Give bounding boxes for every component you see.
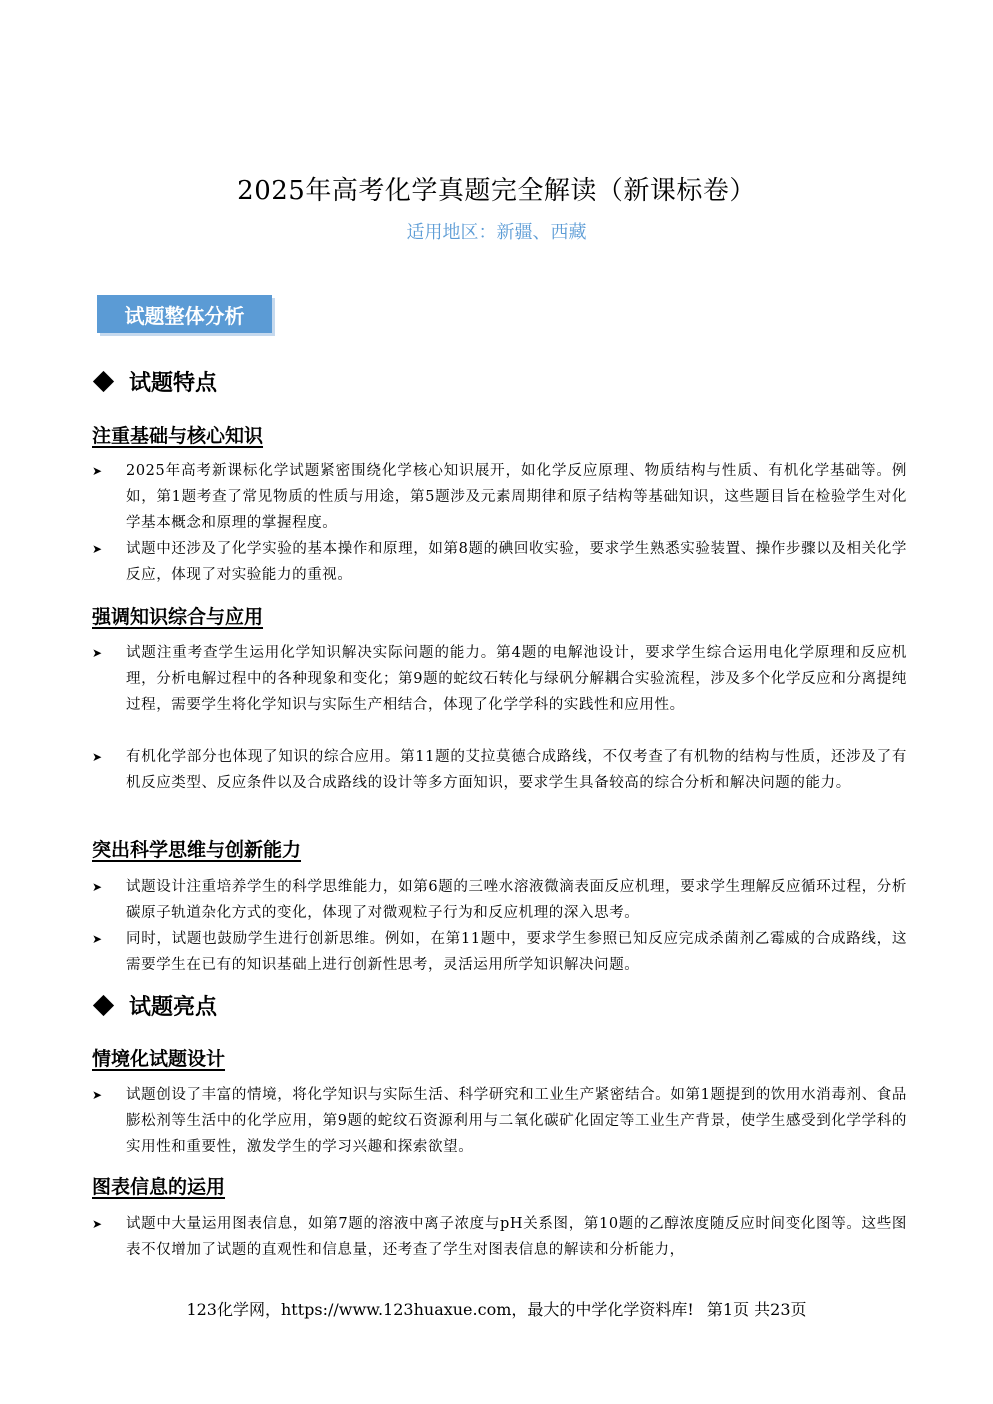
heading-highlights-label: 试题亮点: [129, 994, 218, 1020]
list-item-text: 2025年高考新课标化学试题紧密围绕化学核心知识展开，如化学反应原理、物质结构与性质、有机化学基础等。例如，第1题考查了常见物质的性质与用途，第5题涉及元素周期律和原子结构等基础知识，这些题目旨在检验学生对化学基本概念和原理的掌握程度。: [126, 463, 907, 531]
subheading-application: 强调知识综合与应用: [92, 606, 264, 628]
footer-site: 123化学网，https://www.123huaxue.com，最大的中学化学资料库!: [186, 1300, 694, 1319]
footer-page-number: 第1页 共23页: [706, 1300, 807, 1319]
list-item: [92, 1082, 907, 1160]
diamond-bullet-icon: [93, 371, 114, 392]
list-item: [92, 926, 907, 978]
arrow-bullet-icon: ➤: [92, 1088, 103, 1102]
list-item-text: 试题设计注重培养学生的科学思维能力，如第6题的三唑水溶液微滴表面反应机理，要求学生理解反应循环过程，分析碳原子轨道杂化方式的变化，体现了对微观粒子行为和反应机理的深入思考。: [126, 879, 907, 921]
subheading-charts: 图表信息的运用: [92, 1176, 226, 1198]
list-item: [92, 874, 907, 926]
document-title: 2025年高考化学真题完全解读（新课标卷）: [237, 176, 756, 206]
arrow-bullet-icon: ➤: [92, 932, 103, 946]
arrow-bullet-icon: ➤: [92, 646, 103, 660]
arrow-bullet-icon: ➤: [92, 1217, 103, 1231]
list-item: [92, 458, 907, 536]
heading-features: [92, 366, 217, 397]
list-item: [92, 640, 907, 718]
list-item: [92, 744, 907, 796]
section-badge: [97, 295, 272, 333]
list-item-text: 有机化学部分也体现了知识的综合应用。第11题的艾拉莫德合成路线，不仅考查了有机物的结构与性质，还涉及了有机反应类型、反应条件以及合成路线的设计等多方面知识，要求学生具备较高的综合分析和解决问题的能力。: [126, 749, 907, 791]
arrow-bullet-icon: ➤: [92, 464, 103, 478]
diamond-bullet-icon: [93, 995, 114, 1016]
list-item-text: 试题创设了丰富的情境，将化学知识与实际生活、科学研究和工业生产紧密结合。如第1题提到的饮用水消毒剂、食品膨松剂等生活中的化学应用，第9题的蛇纹石资源利用与二氧化碳矿化固定等工业生产背景，使学生感受到化学学科的实用性和重要性，激发学生的学习兴趣和探索欲望。: [126, 1087, 907, 1155]
list-item-text: 试题中大量运用图表信息，如第7题的溶液中离子浓度与pH关系图，第10题的乙醇浓度随反应时间变化图等。这些图表不仅增加了试题的直观性和信息量，还考查了学生对图表信息的解读和分析能力，: [126, 1216, 907, 1258]
heading-highlights: [92, 990, 217, 1021]
subheading-foundation: 注重基础与核心知识: [92, 425, 264, 447]
applicable-region-subtitle: 适用地区：新疆、西藏: [406, 222, 587, 243]
list-item-text: 试题中还涉及了化学实验的基本操作和原理，如第8题的碘回收实验，要求学生熟悉实验装置、操作步骤以及相关化学反应，体现了对实验能力的重视。: [126, 541, 907, 583]
subheading-context: 情境化试题设计: [92, 1048, 226, 1070]
arrow-bullet-icon: ➤: [92, 880, 103, 894]
list-item: [92, 536, 907, 588]
list-item: [92, 1211, 907, 1263]
heading-features-label: 试题特点: [129, 370, 218, 396]
arrow-bullet-icon: ➤: [92, 542, 103, 556]
arrow-bullet-icon: ➤: [92, 750, 103, 764]
page-footer: [0, 1297, 993, 1320]
subheading-thinking: 突出科学思维与创新能力: [92, 839, 302, 861]
section-badge-label: 试题整体分析: [124, 303, 245, 328]
list-item-text: 试题注重考查学生运用化学知识解决实际问题的能力。第4题的电解池设计，要求学生综合运用电化学原理和反应机理，分析电解过程中的各种现象和变化；第9题的蛇纹石转化与绿矾分解耦合实验流程，涉及多个化学反应和分离提纯过程，需要学生将化学知识与实际生产相结合，体现了化学学科的实践性和应用性。: [126, 645, 907, 713]
list-item-text: 同时，试题也鼓励学生进行创新思维。例如，在第11题中，要求学生参照已知反应完成杀菌剂乙霉威的合成路线，这需要学生在已有的知识基础上进行创新性思考，灵活运用所学知识解决问题。: [126, 931, 907, 973]
